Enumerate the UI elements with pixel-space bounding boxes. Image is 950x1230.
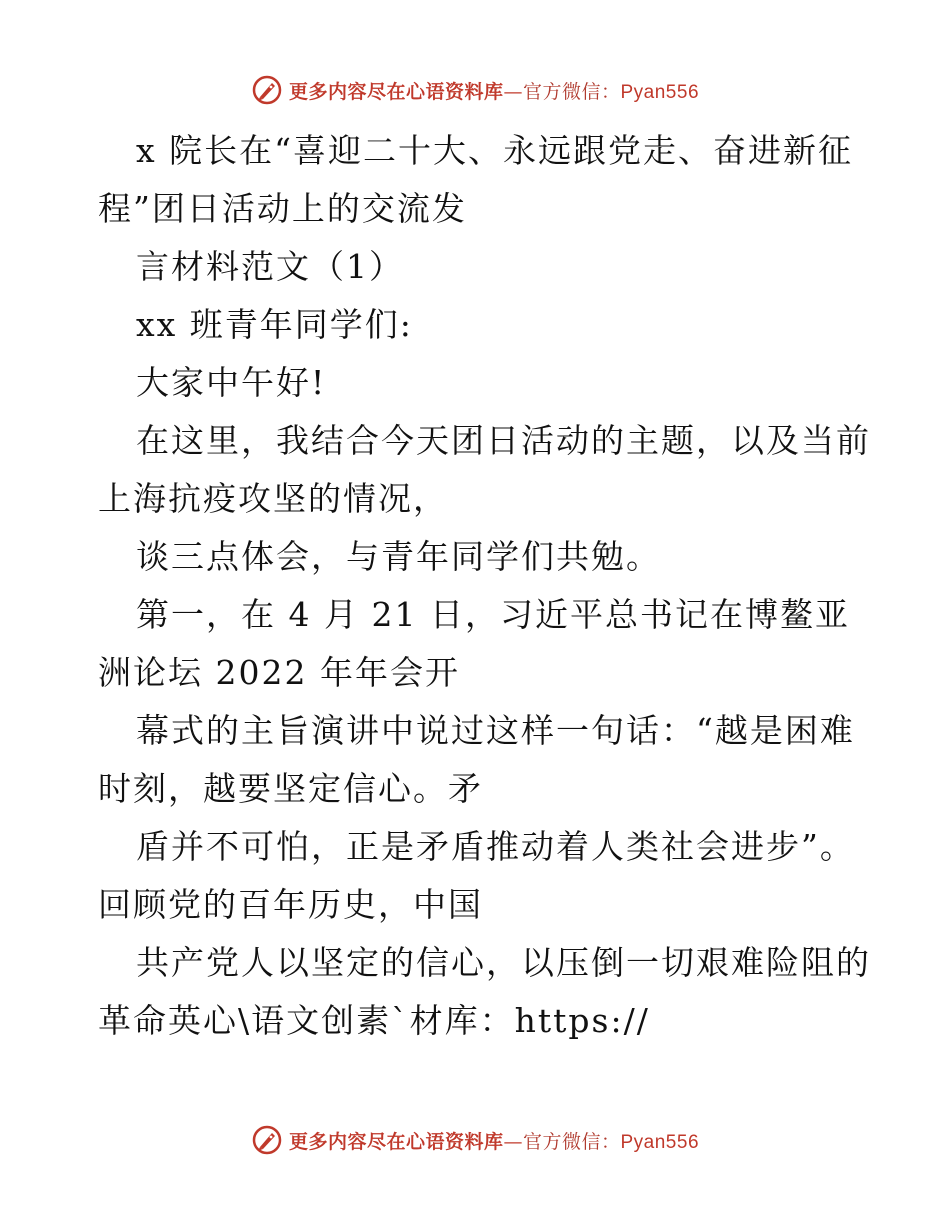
paragraph-line: 盾并不可怕，正是矛盾推动着人类社会进步”。 xyxy=(136,827,855,866)
pen-nib-logo-icon xyxy=(251,74,283,106)
banner-library-text: 更多内容尽在心语资料库 xyxy=(288,80,504,103)
paragraph-line: 革命英心\语文创素`材库：https:// xyxy=(98,1001,650,1040)
banner-text xyxy=(289,1127,699,1154)
banner-library-text: 更多内容尽在心语资料库 xyxy=(288,1130,504,1153)
paragraph-line: 洲论坛 2022 年年会开 xyxy=(98,653,460,692)
header-watermark-banner xyxy=(0,70,950,110)
banner-wechat-id: Pyan556 xyxy=(620,81,700,103)
paragraph-line: 谈三点体会，与青年同学们共勉。 xyxy=(136,537,661,576)
title-line-2: 程”团日活动上的交流发 xyxy=(98,189,467,228)
paragraph-line: 幕式的主旨演讲中说过这样一句话：“越是困难 xyxy=(136,711,855,750)
title-line-1: x 院长在“喜迎二十大、永远跟党走、奋进新征 xyxy=(136,131,853,170)
paragraph-line: 共产党人以坚定的信心，以压倒一切艰难险阻的 xyxy=(136,943,871,982)
paragraph-line: 第一，在 4 月 21 日，习近平总书记在博鳌亚 xyxy=(136,595,850,634)
banner-wechat-label: 官方微信： xyxy=(522,1130,621,1153)
paragraph-line: 回顾党的百年历史，中国 xyxy=(98,885,483,924)
banner-wechat-label: 官方微信： xyxy=(522,80,621,103)
banner-wechat-id: Pyan556 xyxy=(620,1131,700,1153)
footer-watermark-banner xyxy=(0,1120,950,1160)
greeting-line: 大家中午好! xyxy=(136,363,327,402)
title-line-3: 言材料范文（1） xyxy=(136,247,404,286)
paragraph-line: 时刻，越要坚定信心。矛 xyxy=(98,769,483,808)
document-body xyxy=(98,122,871,1050)
paragraph-line: 上海抗疫攻坚的情况， xyxy=(98,479,448,518)
banner-text xyxy=(289,77,699,104)
banner-separator: — xyxy=(503,1130,523,1153)
salutation-line: xx 班青年同学们: xyxy=(136,305,413,344)
pen-nib-logo-icon xyxy=(251,1124,283,1156)
banner-separator: — xyxy=(503,80,523,103)
paragraph-line: 在这里，我结合今天团日活动的主题，以及当前 xyxy=(136,421,871,460)
